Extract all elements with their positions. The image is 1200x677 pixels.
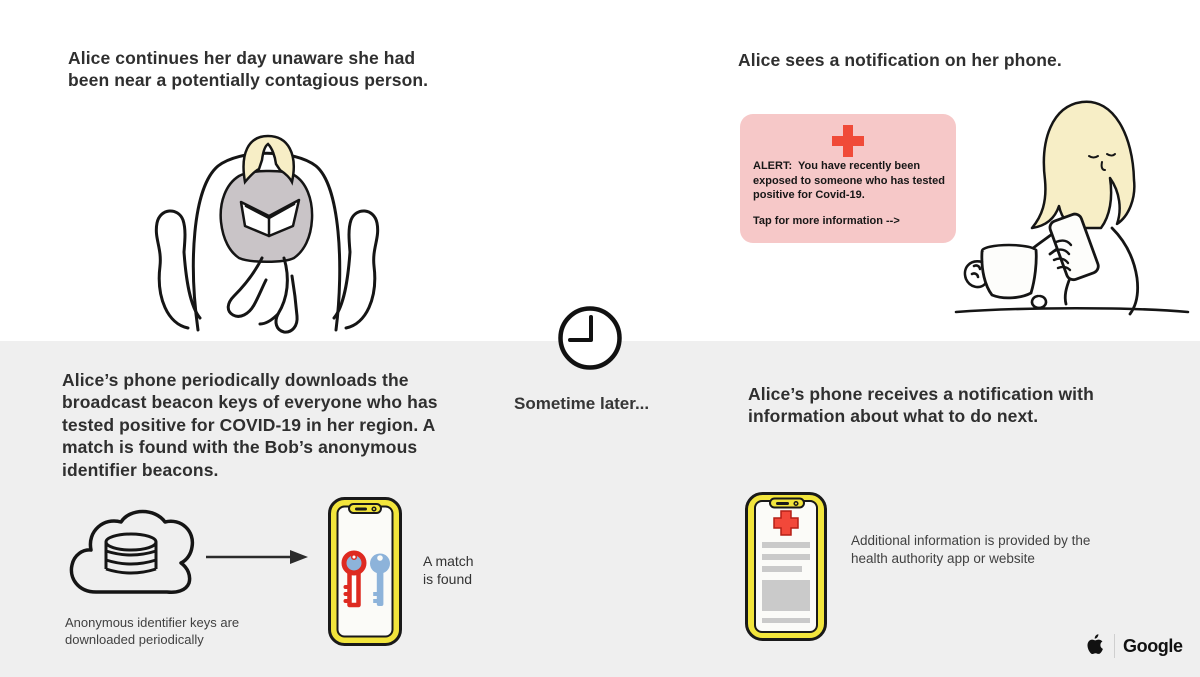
cloud-database-icon xyxy=(60,503,206,605)
phone-with-health-info xyxy=(745,492,827,641)
clock-icon xyxy=(556,304,624,372)
blonde-hair-shape xyxy=(1032,102,1134,228)
scene3-heading: Alice’s phone periodically downloads the broadcast beacon keys of everyone who has tested positive for COVID-19 in her region. A match is found with the Bob’s anonymous identifier beacons. xyxy=(62,370,438,480)
scene1-heading: Alice continues her day unaware she had been near a potentially contagious person. xyxy=(68,48,429,91)
google-wordmark: Google xyxy=(1123,635,1183,656)
time-divider-label: Sometime later... xyxy=(514,394,650,413)
match-found-label: A match is found xyxy=(423,553,474,588)
placeholder-text-bars xyxy=(762,542,810,623)
brand-footer xyxy=(1082,630,1183,662)
health-info-caption: Additional information is provided by the health authority app or website xyxy=(851,533,1091,566)
alert-body-text: ALERT: You have recently been exposed to someone who has tested positive for Covid-19. xyxy=(753,160,948,202)
brand-divider xyxy=(1114,634,1115,658)
illustration-alice-with-phone-and-mug xyxy=(952,96,1192,320)
scene4-heading: Alice’s phone receives a notification with information about what to do next. xyxy=(748,384,1094,427)
arrow-right-icon xyxy=(206,548,308,566)
mug-body xyxy=(982,250,1036,298)
scene2-heading: Alice sees a notification on her phone. xyxy=(738,50,1062,70)
phone-alert-notification xyxy=(740,114,956,243)
cloud-caption: Anonymous identifier keys are downloaded periodically xyxy=(65,615,240,647)
alert-cta-text: Tap for more information --> xyxy=(753,215,900,227)
apple-logo xyxy=(1082,632,1106,660)
medical-cross-icon xyxy=(830,123,866,159)
illustration-alice-reading-in-chair xyxy=(142,116,392,338)
phone-with-matched-keys xyxy=(328,497,402,646)
